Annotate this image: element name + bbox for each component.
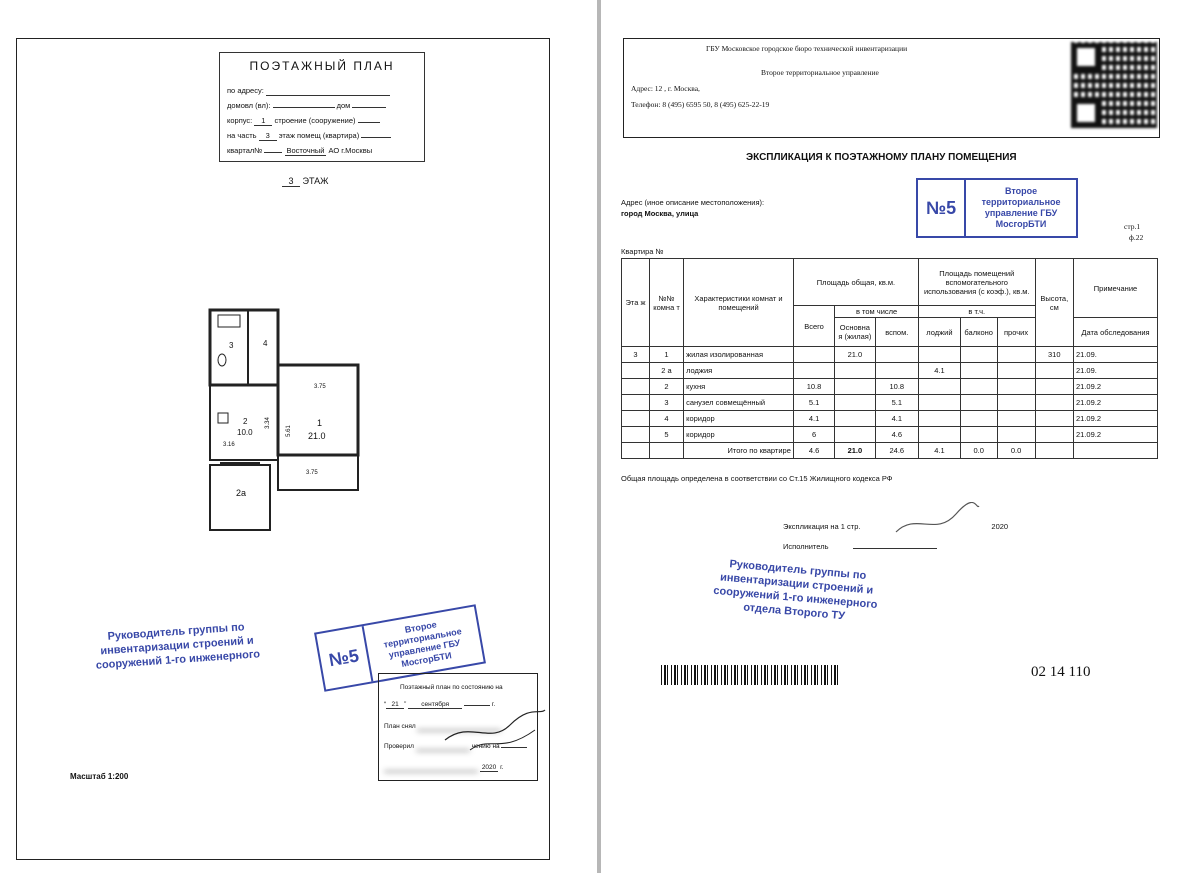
cell-total [793, 363, 834, 379]
plan-room-1-area: 21.0 [308, 431, 326, 441]
table-row [622, 363, 1158, 379]
th-vspom: вспом. [875, 318, 918, 347]
cell-desc: жилая изолированная [684, 347, 794, 363]
stamp-org-right: Второе территориальное управление ГБУ МосгорБТИ [981, 186, 1061, 229]
th-incl: в том числе [835, 306, 919, 318]
plan-dim-561: 5.61 [285, 425, 292, 437]
total-label: Итого по квартире [684, 443, 794, 459]
org-name: ГБУ Московское городское бюро технической инвентаризации [706, 44, 908, 53]
cell-loggia [918, 427, 960, 443]
cell-floor [622, 363, 650, 379]
cell-date: 21.09.2 [1073, 427, 1157, 443]
floor-plan-title: ПОЭТАЖНЫЙ ПЛАН [249, 59, 395, 73]
plan-room-2-num: 2 [243, 417, 248, 426]
sig-line-1: Поэтажный план по состоянию на [400, 684, 503, 691]
expl-line: Экспликация на 1 стр. [783, 522, 861, 531]
footnote: Общая площадь определена в соответствии со Ст.15 Жилищного кодекса РФ [621, 474, 893, 483]
form-label: ф.22 [1129, 233, 1144, 242]
cell-height [1035, 411, 1073, 427]
sig-plan-label: План снял [384, 723, 416, 730]
th-room-no: №№ комна т [649, 259, 683, 347]
address-city-text: город Москва, улица [621, 209, 699, 218]
th-date: Дата обследования [1073, 318, 1157, 347]
total-total: 4.6 [793, 443, 834, 459]
cell-desc: коридор [684, 411, 794, 427]
th-balcony: балконо [960, 318, 997, 347]
table-row [622, 411, 1158, 427]
stamp-number-right: №5 [918, 180, 966, 236]
cell-main [835, 363, 875, 379]
floor-plan-drawing [200, 285, 370, 545]
executor-label: Исполнитель [783, 542, 829, 551]
kvartal-value [264, 152, 282, 153]
korpus-value: 1 [254, 116, 272, 126]
sig-check-suffix: чению на [471, 743, 500, 750]
cell-num: 3 [649, 395, 683, 411]
plan-room-1-num: 1 [317, 418, 323, 428]
cell-floor [622, 379, 650, 395]
na-chast-value: 3 [259, 131, 277, 141]
cell-num: 5 [649, 427, 683, 443]
expl-date [981, 522, 1008, 531]
address-note: Адрес (иное описание местоположения): [621, 198, 765, 207]
th-vt4: в т.ч. [918, 306, 1035, 318]
explication-table [621, 258, 1158, 459]
cell-height [1035, 363, 1073, 379]
cell-main: 21.0 [835, 347, 875, 363]
cell-date: 21.09. [1073, 363, 1157, 379]
th-floor: Эта ж [622, 259, 650, 347]
cell-other [997, 379, 1035, 395]
apartment-label: Квартира № [621, 247, 664, 256]
cell-other [997, 363, 1035, 379]
cell-floor [622, 427, 650, 443]
explication-page [601, 0, 1200, 873]
cell-vspom: 4.1 [875, 411, 918, 427]
th-main: Основна я (жилая) [835, 318, 875, 347]
cell-floor [622, 395, 650, 411]
cell-height [1035, 395, 1073, 411]
plan-room-2-area: 10.0 [237, 428, 253, 437]
sig-day: 21 [386, 701, 404, 709]
th-loggia: лоджий [918, 318, 960, 347]
scale-label: Масштаб 1:200 [70, 772, 129, 781]
stroenie-label: строение (сооружение) [274, 116, 356, 125]
stroenie-value [358, 122, 380, 123]
cell-total: 5.1 [793, 395, 834, 411]
cell-vspom: 10.8 [875, 379, 918, 395]
sig-check-label: Проверил [384, 743, 414, 750]
stamp-number: №5 [316, 626, 373, 689]
floor-number: 3 [282, 176, 300, 187]
cell-main [835, 411, 875, 427]
cell-num: 1 [649, 347, 683, 363]
doc-title: ЭКСПЛИКАЦИЯ К ПОЭТАЖНОМУ ПЛАНУ ПОМЕЩЕНИЯ [746, 152, 1017, 163]
plan-dim-334: 3.34 [264, 417, 271, 429]
table-row [622, 379, 1158, 395]
cell-num: 2 [649, 379, 683, 395]
korpus-row [227, 116, 380, 126]
sig-year-suffix: г. [491, 701, 496, 708]
cell-vspom: 5.1 [875, 395, 918, 411]
cell-height: 310 [1035, 347, 1073, 363]
kvartal-row [227, 146, 372, 156]
th-aux: Площадь помещений вспомогательного использования (с коэф.), кв.м. [918, 259, 1035, 306]
sig-date-row: “ 21 ” сентября г. [384, 701, 496, 708]
th-area-total: Площадь общая, кв.м. [793, 259, 918, 306]
expl-date-year: 2020 [991, 522, 1009, 531]
plan-dim-375-top: 3.75 [314, 384, 326, 390]
cell-vspom [875, 347, 918, 363]
floor-word: ЭТАЖ [302, 176, 329, 186]
plan-dim-316: 3.16 [223, 442, 235, 448]
qr-code [1071, 42, 1157, 128]
table-row [622, 427, 1158, 443]
kvartal-label: квартал№ [227, 146, 263, 155]
etazh-pom-label: этаж помещ (квартира) [278, 131, 360, 140]
bti-stamp-right [916, 178, 1078, 238]
address-label: по адресу: [227, 86, 264, 95]
cell-num: 2 а [649, 363, 683, 379]
total-balcony: 0.0 [960, 443, 997, 459]
th-note: Примечание [1073, 259, 1157, 318]
manager-stamp-left: Руководитель группы по инвентаризации строений и сооружений 1-го инженерного [95, 621, 261, 672]
sig-year-g: г. [500, 764, 504, 771]
cell-date: 21.09.2 [1073, 395, 1157, 411]
cell-num: 4 [649, 411, 683, 427]
cell-height [1035, 427, 1073, 443]
cell-main [835, 427, 875, 443]
cell-height [1035, 379, 1073, 395]
cell-main [835, 395, 875, 411]
na-chast-label: на часть [227, 131, 257, 140]
cell-loggia: 4.1 [918, 363, 960, 379]
cell-total: 4.1 [793, 411, 834, 427]
cell-date: 21.09.2 [1073, 411, 1157, 427]
stamp-org: Второе территориальное управление ГБУ МосгорБТИ [382, 619, 463, 669]
total-main: 21.0 [835, 443, 875, 459]
korpus-label: корпус: [227, 116, 253, 125]
plan-room-4: 4 [263, 339, 268, 348]
domovl-value [273, 107, 335, 108]
sig-year-value: 2020 [481, 764, 497, 771]
cell-other [997, 411, 1035, 427]
floor-label [282, 176, 329, 187]
cell-date: 21.09. [1073, 347, 1157, 363]
sig-month: сентября [408, 701, 462, 709]
plan-room-2a: 2а [236, 488, 247, 498]
cell-desc: кухня [684, 379, 794, 395]
na-chast-row [227, 131, 391, 141]
total-vspom: 24.6 [875, 443, 918, 459]
plan-room-3: 3 [229, 341, 234, 350]
cell-balcony [960, 379, 997, 395]
cell-balcony [960, 363, 997, 379]
cell-desc: коридор [684, 427, 794, 443]
address-row [227, 86, 390, 96]
sig-year-line [384, 764, 478, 772]
org-branch: Второе территориальное управление [761, 68, 879, 77]
table-row [622, 395, 1158, 411]
address-street-blurred [700, 209, 820, 218]
total-other: 0.0 [997, 443, 1035, 459]
cell-balcony [960, 395, 997, 411]
table-row [622, 347, 1158, 363]
cell-vspom [875, 363, 918, 379]
barcode [661, 665, 839, 685]
manager-stamp-right: Руководитель группы по инвентаризации строений и сооружений 1-го инженерного отдела Второго ТУ [712, 558, 878, 623]
signature-scribble-right [891, 502, 981, 542]
th-other: прочих [997, 318, 1035, 347]
cell-total [793, 347, 834, 363]
cell-loggia [918, 347, 960, 363]
cell-other [997, 395, 1035, 411]
cell-date: 21.09.2 [1073, 379, 1157, 395]
floor-plan-page [0, 0, 597, 873]
cell-main [835, 379, 875, 395]
title-block [219, 52, 425, 162]
cell-balcony [960, 347, 997, 363]
ao-label: АО г.Москвы [328, 146, 373, 155]
signature-scribble-left [440, 700, 550, 760]
page-label: стр.1 [1124, 222, 1141, 231]
cell-total: 10.8 [793, 379, 834, 395]
cell-loggia [918, 395, 960, 411]
th-total: Всего [793, 306, 834, 347]
org-phone: Телефон: 8 (495) 6595 50, 8 (495) 625-22-19 [631, 100, 770, 109]
cell-other [997, 347, 1035, 363]
cell-total: 6 [793, 427, 834, 443]
kvartira-value [361, 137, 391, 138]
cell-other [997, 427, 1035, 443]
address-value [266, 86, 390, 96]
expl-date-blurred [981, 522, 991, 531]
cell-floor: 3 [622, 347, 650, 363]
district-value: Восточный [286, 146, 325, 155]
cell-loggia [918, 379, 960, 395]
dom-value [352, 107, 386, 108]
address-city [621, 209, 820, 218]
cell-balcony [960, 427, 997, 443]
org-address: Адрес: 12 , г. Москва, [631, 84, 700, 93]
cell-vspom: 4.6 [875, 427, 918, 443]
plan-dim-375-bottom: 3.75 [306, 470, 318, 476]
th-desc: Характеристики комнат и помещений [684, 259, 794, 347]
sig-year-row [384, 764, 503, 772]
cell-desc: лоджия [684, 363, 794, 379]
total-loggia: 4.1 [918, 443, 960, 459]
cell-balcony [960, 411, 997, 427]
executor-line [853, 548, 937, 549]
total-row [622, 443, 1158, 459]
domovl-row [227, 101, 386, 110]
dom-label: дом [336, 101, 351, 110]
cell-floor [622, 411, 650, 427]
th-height: Высота, см [1035, 259, 1073, 347]
cell-desc: санузел совмещённый [684, 395, 794, 411]
cell-loggia [918, 411, 960, 427]
domovl-label: домовл (вл): [227, 101, 271, 110]
doc-code: 02 14 110 [1031, 664, 1091, 680]
